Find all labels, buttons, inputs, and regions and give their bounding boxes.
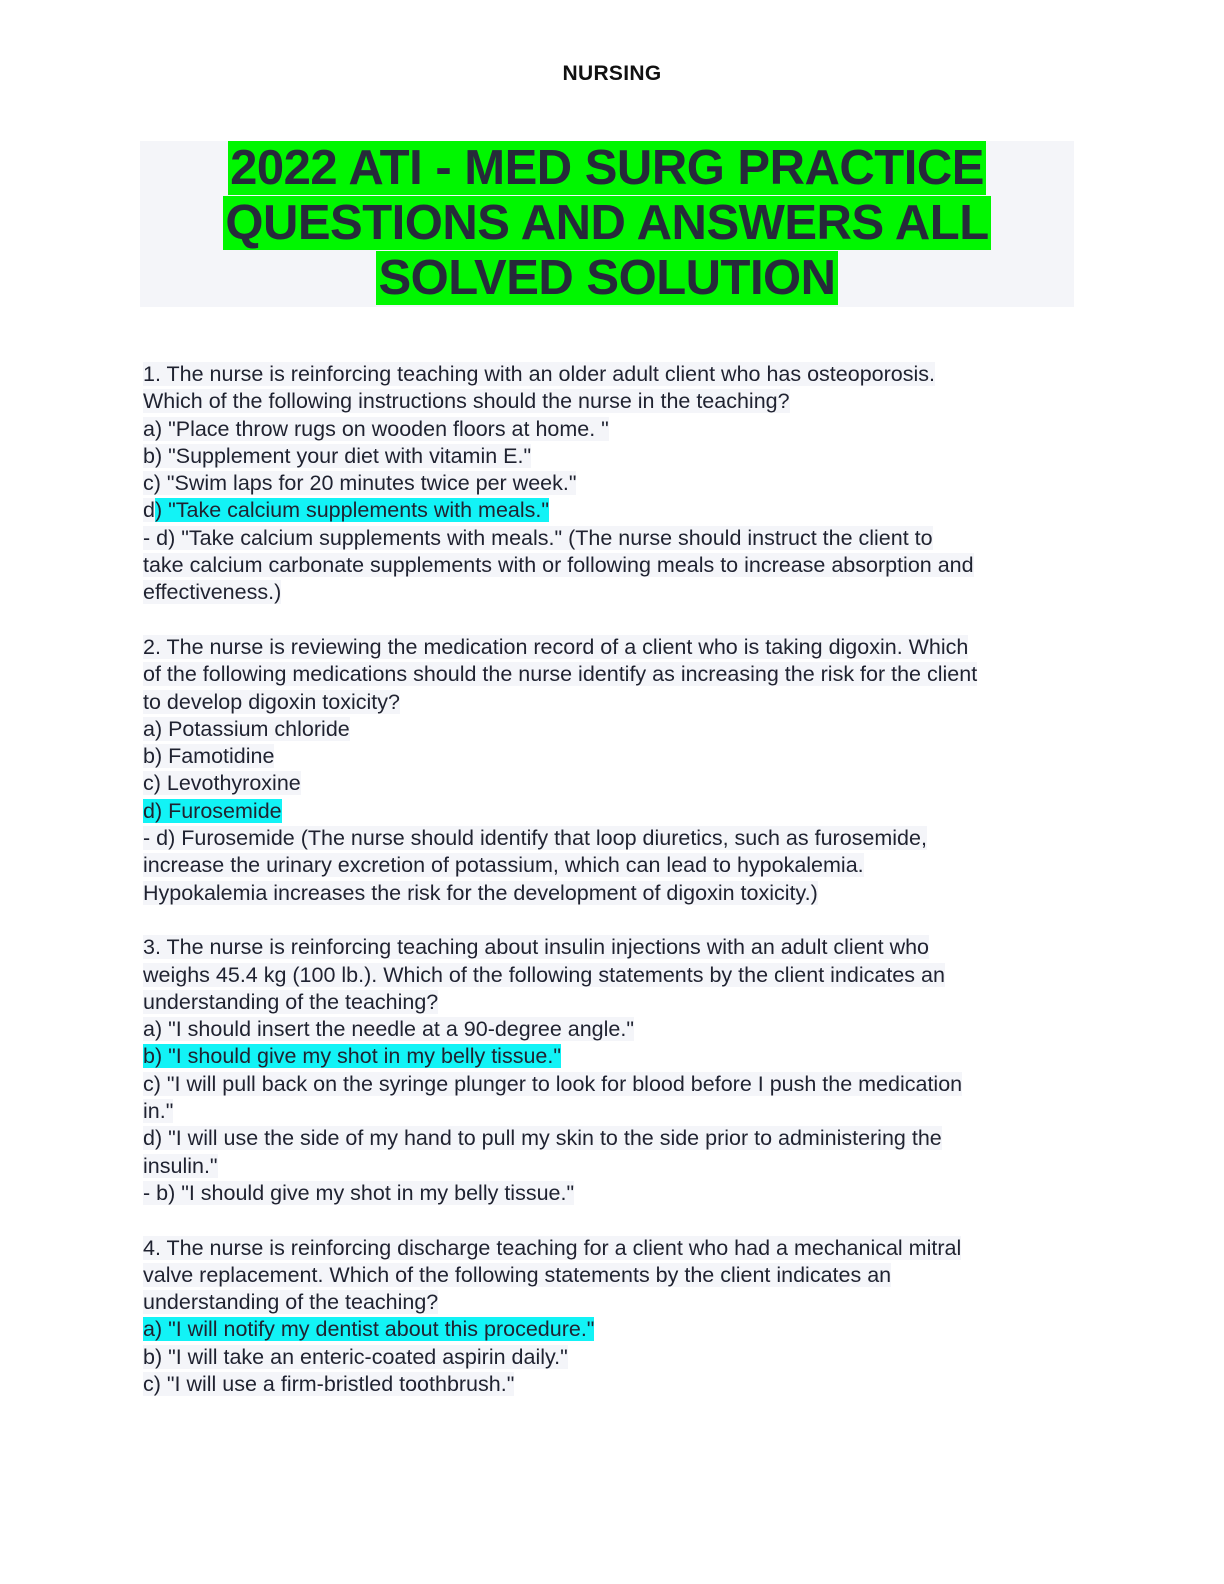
answer-option: a) "I should insert the needle at a 90-degree angle.": [143, 1017, 634, 1042]
correct-answer-option: d) "Take calcium supplements with meals.": [143, 498, 550, 523]
question-stem: 3. The nurse is reinforcing teaching about insulin injections with an adult client who: [143, 935, 930, 960]
rationale: - d) "Take calcium supplements with meals." (The nurse should instruct the client to: [143, 525, 933, 550]
answer-option: c) "I will pull back on the syringe plunger to look for blood before I push the medication: [143, 1071, 963, 1096]
rationale: take calcium carbonate supplements with or following meals to increase absorption and: [143, 553, 974, 578]
answer-option: a) Potassium chloride: [143, 716, 350, 741]
answer-option: a) "Place throw rugs on wooden floors at home. ": [143, 416, 609, 441]
answer-option: in.": [143, 1099, 174, 1124]
rationale: - d) Furosemide (The nurse should identify that loop diuretics, such as furosemide,: [143, 826, 927, 851]
answer-option: b) Famotidine: [143, 744, 275, 769]
answer-option: c) "Swim laps for 20 minutes twice per week.": [143, 471, 577, 496]
title-line: SOLVED SOLUTION: [378, 251, 836, 305]
question-stem: Which of the following instructions should the nurse in the teaching?: [143, 389, 790, 414]
question-stem: 4. The nurse is reinforcing discharge teaching for a client who had a mechanical mitral: [143, 1235, 962, 1260]
answer-option: b) "I will take an enteric-coated aspirin daily.": [143, 1344, 568, 1369]
answer-option: insulin.": [143, 1153, 218, 1178]
correct-answer-option: a) "I will notify my dentist about this procedure.": [143, 1317, 595, 1342]
rationale: Hypokalemia increases the risk for the development of digoxin toxicity.): [143, 880, 818, 905]
page-header: NURSING: [562, 62, 662, 85]
question-2: [143, 634, 1083, 907]
question-stem: weighs 45.4 kg (100 lb.). Which of the following statements by the client indicates an: [143, 962, 945, 987]
correct-answer-option: d) Furosemide: [143, 798, 282, 823]
rationale: effectiveness.): [143, 580, 282, 605]
question-stem: understanding of the teaching?: [143, 1290, 439, 1315]
question-1: [143, 361, 1083, 607]
rationale: increase the urinary excretion of potassium, which can lead to hypokalemia.: [143, 853, 864, 878]
question-stem: 2. The nurse is reviewing the medication record of a client who is taking digoxin. Which: [143, 634, 969, 659]
document-title: [140, 141, 1074, 307]
answer-option: b) "Supplement your diet with vitamin E.": [143, 443, 532, 468]
answer-option: d) "I will use the side of my hand to pull my skin to the side prior to administering the: [143, 1126, 942, 1151]
correct-answer-option: b) "I should give my shot in my belly tissue.": [143, 1044, 561, 1069]
answer-highlight: ) "Take calcium supplements with meals.": [154, 498, 550, 523]
question-stem: to develop digoxin toxicity?: [143, 689, 400, 714]
question-stem: 1. The nurse is reinforcing teaching with an older adult client who has osteoporosis.: [143, 362, 935, 386]
rationale: - b) "I should give my shot in my belly tissue.": [143, 1180, 575, 1205]
answer-option: c) Levothyroxine: [143, 771, 301, 796]
question-stem: valve replacement. Which of the following statements by the client indicates an: [143, 1262, 892, 1287]
question-3: [143, 934, 1083, 1207]
question-stem: understanding of the teaching?: [143, 989, 439, 1014]
answer-option: c) "I will use a firm-bristled toothbrush.": [143, 1371, 515, 1396]
question-stem: of the following medications should the nurse identify as increasing the risk for the client: [143, 662, 978, 687]
question-4: [143, 1235, 1083, 1399]
title-line: QUESTIONS AND ANSWERS ALL: [225, 196, 989, 250]
questions-list: [143, 361, 1083, 1426]
title-line: 2022 ATI - MED SURG PRACTICE: [230, 141, 984, 195]
